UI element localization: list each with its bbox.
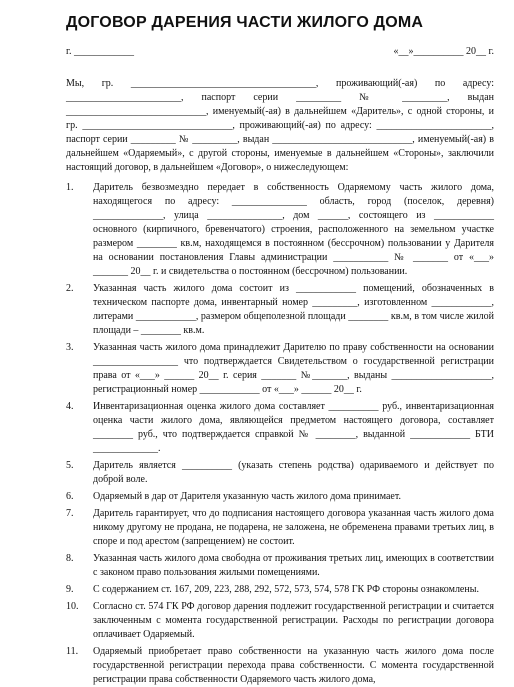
clause-item — [66, 507, 494, 549]
clause-text: Указанная часть жилого дома состоит из ____________ помещений, обозначенных в техническом паспорте дома, инвентарный номер _________, изготовленном ____________, литерами ____________, размером общеполезной площади ________ кв.м, в том числе жилой площади – ________ кв.м. — [93, 283, 494, 336]
clause-text: Инвентаризационная оценка жилого дома составляет __________ руб., инвентаризационная оценка части жилого дома, являющейся предметом настоящего договора, составляет ________ руб., что подтверждается справкой № ________, выданной ____________ БТИ _____________. — [93, 401, 494, 454]
clause-item — [66, 583, 494, 597]
date-field: «__»__________ 20__ г. — [393, 46, 494, 57]
document-title: ДОГОВОР ДАРЕНИЯ ЧАСТИ ЖИЛОГО ДОМА — [66, 14, 424, 31]
clause-number: 7. — [66, 508, 74, 519]
clause-item — [66, 490, 494, 504]
clause-text: Одаряемый в дар от Дарителя указанную часть жилого дома принимает. — [93, 491, 401, 502]
clause-text: Одаряемый приобретает право собственности на указанную часть жилого дома после государственной регистрации перехода права собственности. С момента государственной регистрации права собственности Одаряемого часть жилого дома, — [93, 646, 494, 685]
clause-text: Согласно ст. 574 ГК РФ договор дарения подлежит государственной регистрации и считается заключенным с момента государственной регистрации. Расходы по регистрации договора оплачивает Одаряемый. — [93, 601, 494, 640]
intro-paragraph: Мы, гр. _____________________________________, проживающий(-ая) по адресу: _______________________, паспорт серии _________ № _________, выдан ____________________________, именуемый(-ая) в дальнейшем «Даритель», с одной стороны, и гр. ______________________________, проживающий(-ая) по адресу: _______________________, паспорт серии _________ № _________, выдан ____________________________, именуемый(-ая) в дальнейшем «Одаряемый», с другой стороны, именуемые в дальнейшем «Стороны», заключили настоящий договор, в дальнейшем «Договор», о нижеследующем: — [66, 78, 494, 173]
city-field: г. ____________ — [66, 46, 134, 57]
clause-item — [66, 600, 494, 642]
clauses-list — [66, 181, 494, 687]
clause-text: С содержанием ст. 167, 209, 223, 288, 292, 572, 573, 574, 578 ГК РФ стороны ознакомлены. — [93, 584, 479, 595]
clause-item — [66, 181, 494, 279]
clause-number: 8. — [66, 553, 74, 564]
clause-text: Даритель безвозмездно передает в собственность Одаряемому часть жилого дома, находящегося по адресу: _______________ область, город (поселок, деревня) ______________, улица _______________, дом ______, состоящего из ____________ основного (кирпичного, бревенчатого) строения, расположенного на земельном участке размером ________ кв.м, находящемся в постоянном (бессрочном) пользовании у Дарителя на основании постановления Главы администрации ___________ № _______ от «___» _______ 20__ г. и свидетельства о постоянном (бессрочном) пользовании. — [93, 182, 494, 277]
clause-item — [66, 459, 494, 487]
clause-text: Указанная часть жилого дома свободна от проживания третьих лиц, имеющих в соответствии с законом право пользования жилыми помещениями. — [93, 553, 494, 578]
clause-item — [66, 552, 494, 580]
clause-text: Даритель является __________ (указать степень родства) одариваемого и действует по доброй воле. — [93, 460, 494, 485]
clause-item — [66, 341, 494, 397]
clause-number: 9. — [66, 584, 74, 595]
place-date-row — [66, 46, 494, 57]
clause-item — [66, 400, 494, 456]
clause-number: 4. — [66, 401, 74, 412]
clause-number: 10. — [66, 601, 79, 612]
clause-number: 5. — [66, 460, 74, 471]
clause-number: 1. — [66, 182, 74, 193]
clause-item — [66, 282, 494, 338]
clause-number: 2. — [66, 283, 74, 294]
clause-item — [66, 645, 494, 687]
clause-text: Указанная часть жилого дома принадлежит Дарителю по праву собственности на основании _________________ что подтверждается Свидетельством о государственной регистрации права от «___» ______ 20__ г. серия _______ №_______, выданы ____________________, регистрационный номер ____________ от «___» ______ 20__ г. — [93, 342, 494, 395]
clause-number: 3. — [66, 342, 74, 353]
clause-number: 6. — [66, 491, 74, 502]
clause-text: Даритель гарантирует, что до подписания настоящего договора указанная часть жилого дома никому другому не продана, не подарена, не заложена, не обременена правами третьих лиц, в споре и под арестом (запрещением) не состоит. — [93, 508, 494, 547]
clause-number: 11. — [66, 646, 79, 657]
